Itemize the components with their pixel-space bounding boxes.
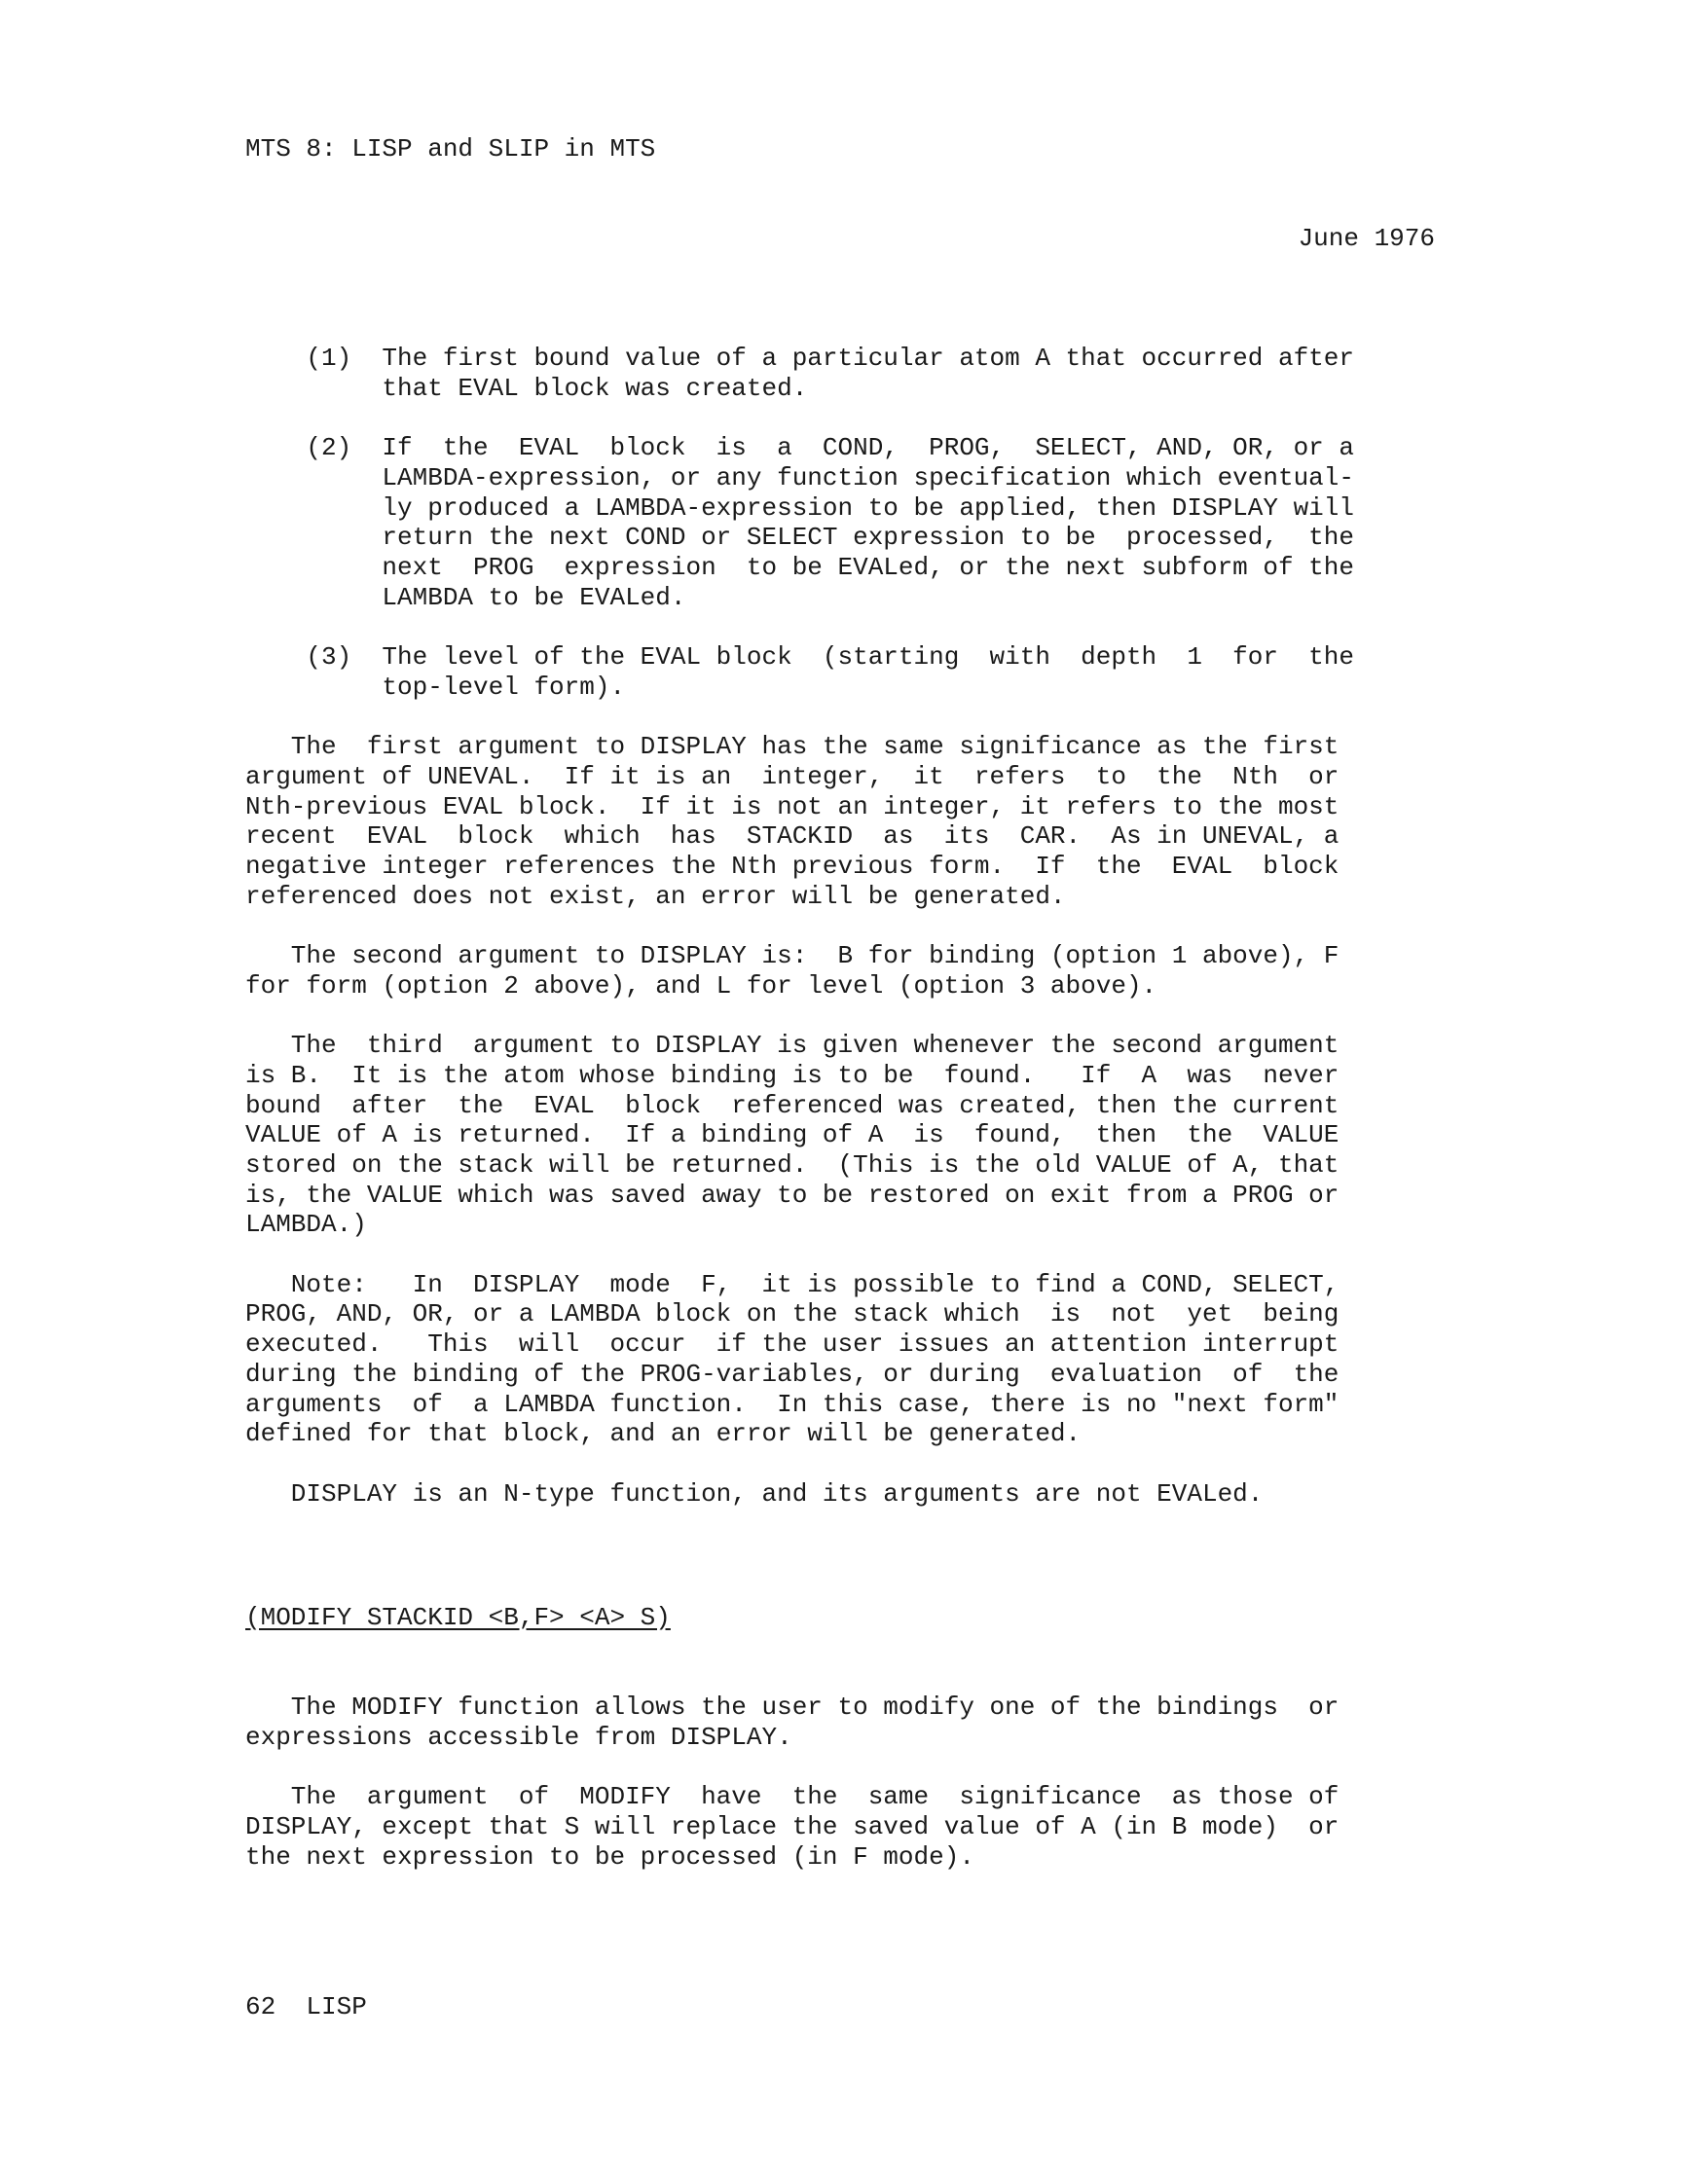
text-line: arguments of a LAMBDA function. In this case, there is no "next form" (245, 1389, 1339, 1419)
text-line: ly produced a LAMBDA-expression to be applied, then DISPLAY will (245, 492, 1354, 523)
text-line: bound after the EVAL block referenced was created, then the current (245, 1090, 1339, 1120)
text-line: referenced does not exist, an error will be generated. (245, 881, 1066, 911)
page-footer: 62 LISP (245, 1992, 367, 2021)
text-line: (2) If the EVAL block is a COND, PROG, SELECT, AND, OR, or a (245, 433, 1354, 463)
text-line: (1) The first bound value of a particular atom A that occurred after (245, 344, 1354, 373)
text-line: The first argument to DISPLAY has the same significance as the first (245, 732, 1339, 762)
text-line: The MODIFY function allows the user to modify one of the bindings or (245, 1693, 1339, 1722)
text-line: VALUE of A is returned. If a binding of A is found, then the VALUE (245, 1120, 1339, 1150)
text-line: LAMBDA-expression, or any function specification which eventual- (245, 462, 1354, 492)
text-line: Note: In DISPLAY mode F, it is possible to find a COND, SELECT, (245, 1269, 1339, 1299)
text-line: expressions accessible from DISPLAY. (245, 1722, 792, 1752)
text-line: stored on the stack will be returned. (This is the old VALUE of A, that (245, 1149, 1339, 1180)
text-line: LAMBDA.) (245, 1210, 367, 1240)
text-line: return the next COND or SELECT expression to be processed, the (245, 523, 1354, 553)
text-line: defined for that block, and an error will be generated. (245, 1419, 1082, 1449)
text-line: The second argument to DISPLAY is: B for binding (option 1 above), F (245, 941, 1339, 970)
text-line: executed. This will occur if the user issues an attention interrupt (245, 1329, 1339, 1360)
text-line: next PROG expression to be EVALed, or the next subform of the (245, 552, 1354, 582)
text-line: is, the VALUE which was saved away to be restored on exit from a PROG or (245, 1180, 1339, 1210)
running-header-title: MTS 8: LISP and SLIP in MTS (245, 134, 656, 164)
text-line: DISPLAY, except that S will replace the saved value of A (in B mode) or (245, 1811, 1339, 1841)
text-line: is B. It is the atom whose binding is to be found. If A was never (245, 1060, 1339, 1090)
text-line: for form (option 2 above), and L for level (option 3 above). (245, 970, 1157, 1001)
text-line: the next expression to be processed (in F mode). (245, 1841, 974, 1872)
text-line: (3) The level of the EVAL block (starting with depth 1 for the (245, 642, 1354, 672)
text-line: argument of UNEVAL. If it is an integer, it refers to the Nth or (245, 761, 1339, 791)
text-line: during the binding of the PROG-variables, or during evaluation of the (245, 1359, 1339, 1389)
text-line: recent EVAL block which has STACKID as its CAR. As in UNEVAL, a (245, 821, 1339, 852)
text-line: The third argument to DISPLAY is given whenever the second argument (245, 1031, 1339, 1061)
section-heading: (MODIFY STACKID <B,F> <A> S) (245, 1603, 671, 1632)
text-line: negative integer references the Nth previous form. If the EVAL block (245, 851, 1339, 881)
text-line: PROG, AND, OR, or a LAMBDA block on the stack which is not yet being (245, 1299, 1339, 1329)
text-line: The argument of MODIFY have the same significance as those of (245, 1782, 1339, 1812)
text-line: DISPLAY is an N-type function, and its arguments are not EVALed. (245, 1478, 1264, 1509)
running-header-date: June 1976 (1298, 224, 1435, 253)
text-line: top-level form). (245, 672, 626, 702)
text-line: LAMBDA to be EVALed. (245, 582, 686, 612)
text-line: Nth-previous EVAL block. If it is not an integer, it refers to the most (245, 791, 1339, 821)
text-line: that EVAL block was created. (245, 373, 808, 403)
